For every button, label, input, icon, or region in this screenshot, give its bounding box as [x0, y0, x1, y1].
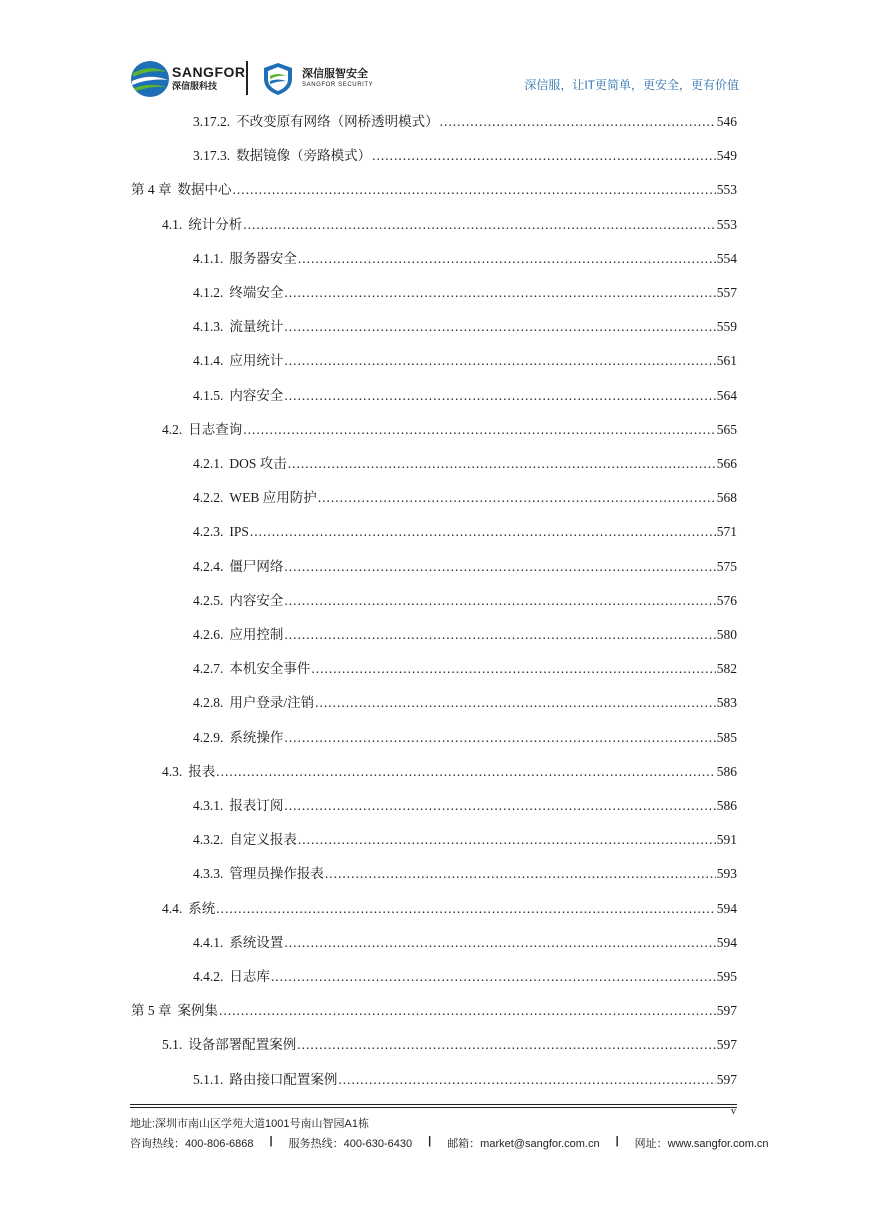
toc-entry[interactable] [193, 625, 737, 645]
toc-number: 4.2.1. [193, 456, 224, 471]
header-slogan: 深信服，让IT更简单，更安全，更有价值 [524, 78, 739, 92]
toc-entry[interactable] [193, 864, 737, 884]
toc-leader [297, 1035, 716, 1055]
brand2-en: SANGFOR SECURITY [302, 82, 374, 88]
toc-leader [219, 1001, 716, 1021]
toc-leader [233, 180, 716, 200]
toc-page: 594 [716, 900, 737, 916]
footer-email[interactable]: 邮箱：market@sangfor.com.cn [447, 1138, 600, 1150]
toc-number: 3.17.2. [193, 114, 231, 129]
footer-website[interactable]: 网址：www.sangfor.com.cn [634, 1138, 769, 1150]
toc-title: 报表订阅 [229, 798, 284, 813]
toc-entry[interactable] [193, 249, 737, 269]
toc-leader [298, 830, 716, 850]
toc-page: 553 [716, 182, 737, 198]
toc-entry[interactable] [193, 283, 737, 303]
toc-leader [216, 899, 716, 919]
toc-number: 4.1.1. [193, 250, 224, 266]
toc-title: 系统设置 [229, 934, 284, 950]
toc-page: 564 [716, 387, 737, 403]
toc-page: 568 [716, 490, 737, 506]
toc-page: 595 [716, 969, 737, 984]
footer-separator: | [269, 1135, 273, 1147]
toc-entry[interactable] [162, 420, 737, 440]
toc-number: 4.2.4. [193, 558, 224, 574]
toc-entry[interactable] [162, 899, 737, 919]
toc-entry[interactable] [193, 112, 737, 132]
toc-title: DOS 攻击 [229, 456, 287, 471]
toc-leader [284, 351, 715, 371]
toc-number: 第 4 章 [131, 182, 172, 198]
toc-entry[interactable] [193, 454, 737, 474]
toc-number: 4.2.7. [193, 661, 224, 677]
footer-service: 服务热线：400-630-6430 [288, 1138, 413, 1150]
toc-title: IPS [229, 524, 249, 540]
toc-number: 4.1.2. [193, 285, 224, 300]
toc-page: 582 [716, 661, 737, 677]
toc-number: 4.1. [162, 216, 183, 232]
toc-page: 585 [716, 729, 737, 745]
shield-logo-icon [262, 62, 294, 96]
toc-leader [311, 659, 715, 679]
footer-separator: | [615, 1135, 619, 1147]
toc-leader [325, 864, 716, 884]
toc-title: 数据镜像（旁路模式） [236, 148, 372, 164]
toc-page: 594 [716, 934, 737, 950]
toc-number: 4.3. [162, 763, 183, 779]
toc-entry[interactable] [162, 1035, 737, 1055]
toc-leader [250, 522, 716, 542]
toc-page: 561 [716, 353, 737, 369]
toc-entry[interactable] [193, 693, 737, 713]
toc-page: 580 [716, 627, 737, 642]
toc-leader [284, 386, 715, 406]
toc-number: 4.2.9. [193, 729, 224, 745]
toc-title: 内容安全 [229, 387, 284, 403]
toc-title: 案例集 [177, 1003, 218, 1019]
toc-leader [284, 933, 715, 953]
page-header [0, 0, 869, 110]
toc-page: 571 [716, 524, 737, 540]
toc-leader [284, 796, 715, 816]
toc-leader [216, 762, 716, 782]
toc-entry[interactable] [193, 728, 737, 748]
toc-leader [315, 693, 716, 713]
toc-title: 系统 [188, 900, 216, 916]
toc-title: 用户登录/注销 [229, 695, 315, 711]
toc-entry[interactable] [193, 488, 737, 508]
toc-title: 不改变原有网络（网桥透明模式） [236, 114, 439, 129]
toc-number: 4.2.5. [193, 592, 224, 608]
toc-page: 586 [716, 798, 737, 813]
toc-entry[interactable] [193, 146, 737, 166]
toc-entry[interactable] [193, 317, 737, 337]
toc-number: 4.2. [162, 421, 183, 437]
toc-number: 第 5 章 [131, 1003, 172, 1019]
toc-entry[interactable] [193, 933, 737, 953]
brand-cn: 深信服科技 [172, 81, 218, 91]
toc-page: 575 [716, 558, 737, 574]
toc-page: 597 [716, 1037, 737, 1053]
toc-entry[interactable] [193, 659, 737, 679]
toc-leader [284, 283, 715, 303]
toc-leader [284, 728, 715, 748]
toc-entry[interactable] [193, 351, 737, 371]
toc-title: 应用统计 [229, 353, 284, 369]
toc-leader [284, 625, 715, 645]
toc-page: 597 [716, 1003, 737, 1019]
toc-title: 僵尸网络 [229, 558, 284, 574]
toc-title: 统计分析 [188, 216, 243, 232]
toc-number: 4.2.3. [193, 524, 224, 540]
toc-leader [338, 1070, 715, 1090]
toc-page: 593 [716, 866, 737, 882]
toc-entry[interactable] [131, 180, 737, 200]
brand-en: SANGFOR [172, 64, 246, 80]
toc-page: 583 [716, 695, 737, 711]
toc-page: 591 [716, 832, 737, 848]
toc-number: 4.1.5. [193, 387, 224, 403]
toc-number: 5.1.1. [193, 1071, 224, 1087]
toc-page: 554 [716, 250, 737, 266]
toc-title: 内容安全 [229, 592, 284, 608]
footer-address: 地址:深圳市南山区学苑大道1001号南山智园A1栋 [130, 1118, 369, 1130]
toc-leader [288, 454, 716, 474]
toc-entry[interactable] [162, 215, 737, 235]
toc-title: 路由接口配置案例 [229, 1071, 338, 1087]
toc-page: 586 [716, 763, 737, 779]
toc-entry[interactable] [193, 591, 737, 611]
toc-number: 3.17.3. [193, 148, 231, 164]
toc-entry[interactable] [193, 1070, 737, 1090]
toc-number: 4.4. [162, 900, 183, 916]
toc-page: 557 [716, 285, 737, 300]
toc-entry[interactable] [193, 522, 737, 542]
toc-leader [284, 317, 715, 337]
toc-page: 566 [716, 456, 737, 471]
toc-number: 4.1.3. [193, 319, 224, 335]
toc-title: 自定义报表 [229, 832, 297, 848]
toc-page: 597 [716, 1071, 737, 1087]
toc-title: 系统操作 [229, 729, 284, 745]
logo-divider [246, 61, 248, 95]
toc-title: 应用控制 [229, 627, 284, 642]
brand-security [302, 68, 373, 90]
brand-sangfor [172, 64, 246, 92]
toc-entry[interactable] [193, 830, 737, 850]
toc-title: 日志库 [229, 969, 270, 984]
toc-page: 549 [716, 148, 737, 164]
toc-title: 管理员操作报表 [229, 866, 324, 882]
toc-number: 4.2.6. [193, 627, 224, 642]
toc-page: 546 [716, 114, 737, 129]
toc-title: 服务器安全 [229, 250, 297, 266]
toc-page: 565 [716, 421, 737, 437]
toc-number: 4.3.2. [193, 832, 224, 848]
toc-title: 数据中心 [177, 182, 232, 198]
toc-leader [243, 420, 716, 440]
toc-title: 本机安全事件 [229, 661, 311, 677]
page-number: v [731, 1106, 736, 1117]
toc-title: 终端安全 [229, 285, 284, 300]
toc-page: 559 [716, 319, 737, 335]
brand2-cn: 深信服智安全 [302, 68, 368, 80]
toc-title: 日志查询 [188, 421, 243, 437]
toc-title: 流量统计 [229, 319, 284, 335]
toc-entry[interactable] [193, 967, 737, 987]
footer-contacts [130, 1135, 769, 1151]
toc-number: 4.2.2. [193, 490, 224, 506]
toc-title: 报表 [188, 763, 216, 779]
toc-number: 4.3.3. [193, 866, 224, 882]
toc-entry[interactable] [193, 386, 737, 406]
footer-rule [130, 1104, 737, 1105]
toc-page: 553 [716, 216, 737, 232]
toc-number: 4.3.1. [193, 798, 224, 813]
footer-rule [130, 1107, 737, 1108]
toc-entry[interactable] [131, 1001, 737, 1021]
toc-leader [284, 591, 715, 611]
toc-entry[interactable] [193, 796, 737, 816]
toc-title: WEB 应用防护 [229, 490, 317, 506]
toc-leader [284, 557, 715, 577]
toc-entry[interactable] [193, 557, 737, 577]
toc-leader [271, 967, 716, 987]
toc-number: 4.2.8. [193, 695, 224, 711]
toc-leader [372, 146, 716, 166]
toc-leader [440, 112, 716, 132]
sangfor-logo-icon [130, 60, 170, 98]
footer-separator: | [428, 1135, 432, 1147]
toc-entry[interactable] [162, 762, 737, 782]
footer-consult: 咨询热线：400-806-6868 [130, 1138, 254, 1150]
toc-number: 4.4.1. [193, 934, 224, 950]
toc-leader [243, 215, 716, 235]
toc-number: 4.4.2. [193, 969, 224, 984]
toc-number: 5.1. [162, 1037, 183, 1053]
toc-page: 576 [716, 592, 737, 608]
toc-number: 4.1.4. [193, 353, 224, 369]
toc-leader [298, 249, 716, 269]
toc-leader [318, 488, 716, 508]
toc-title: 设备部署配置案例 [188, 1037, 297, 1053]
